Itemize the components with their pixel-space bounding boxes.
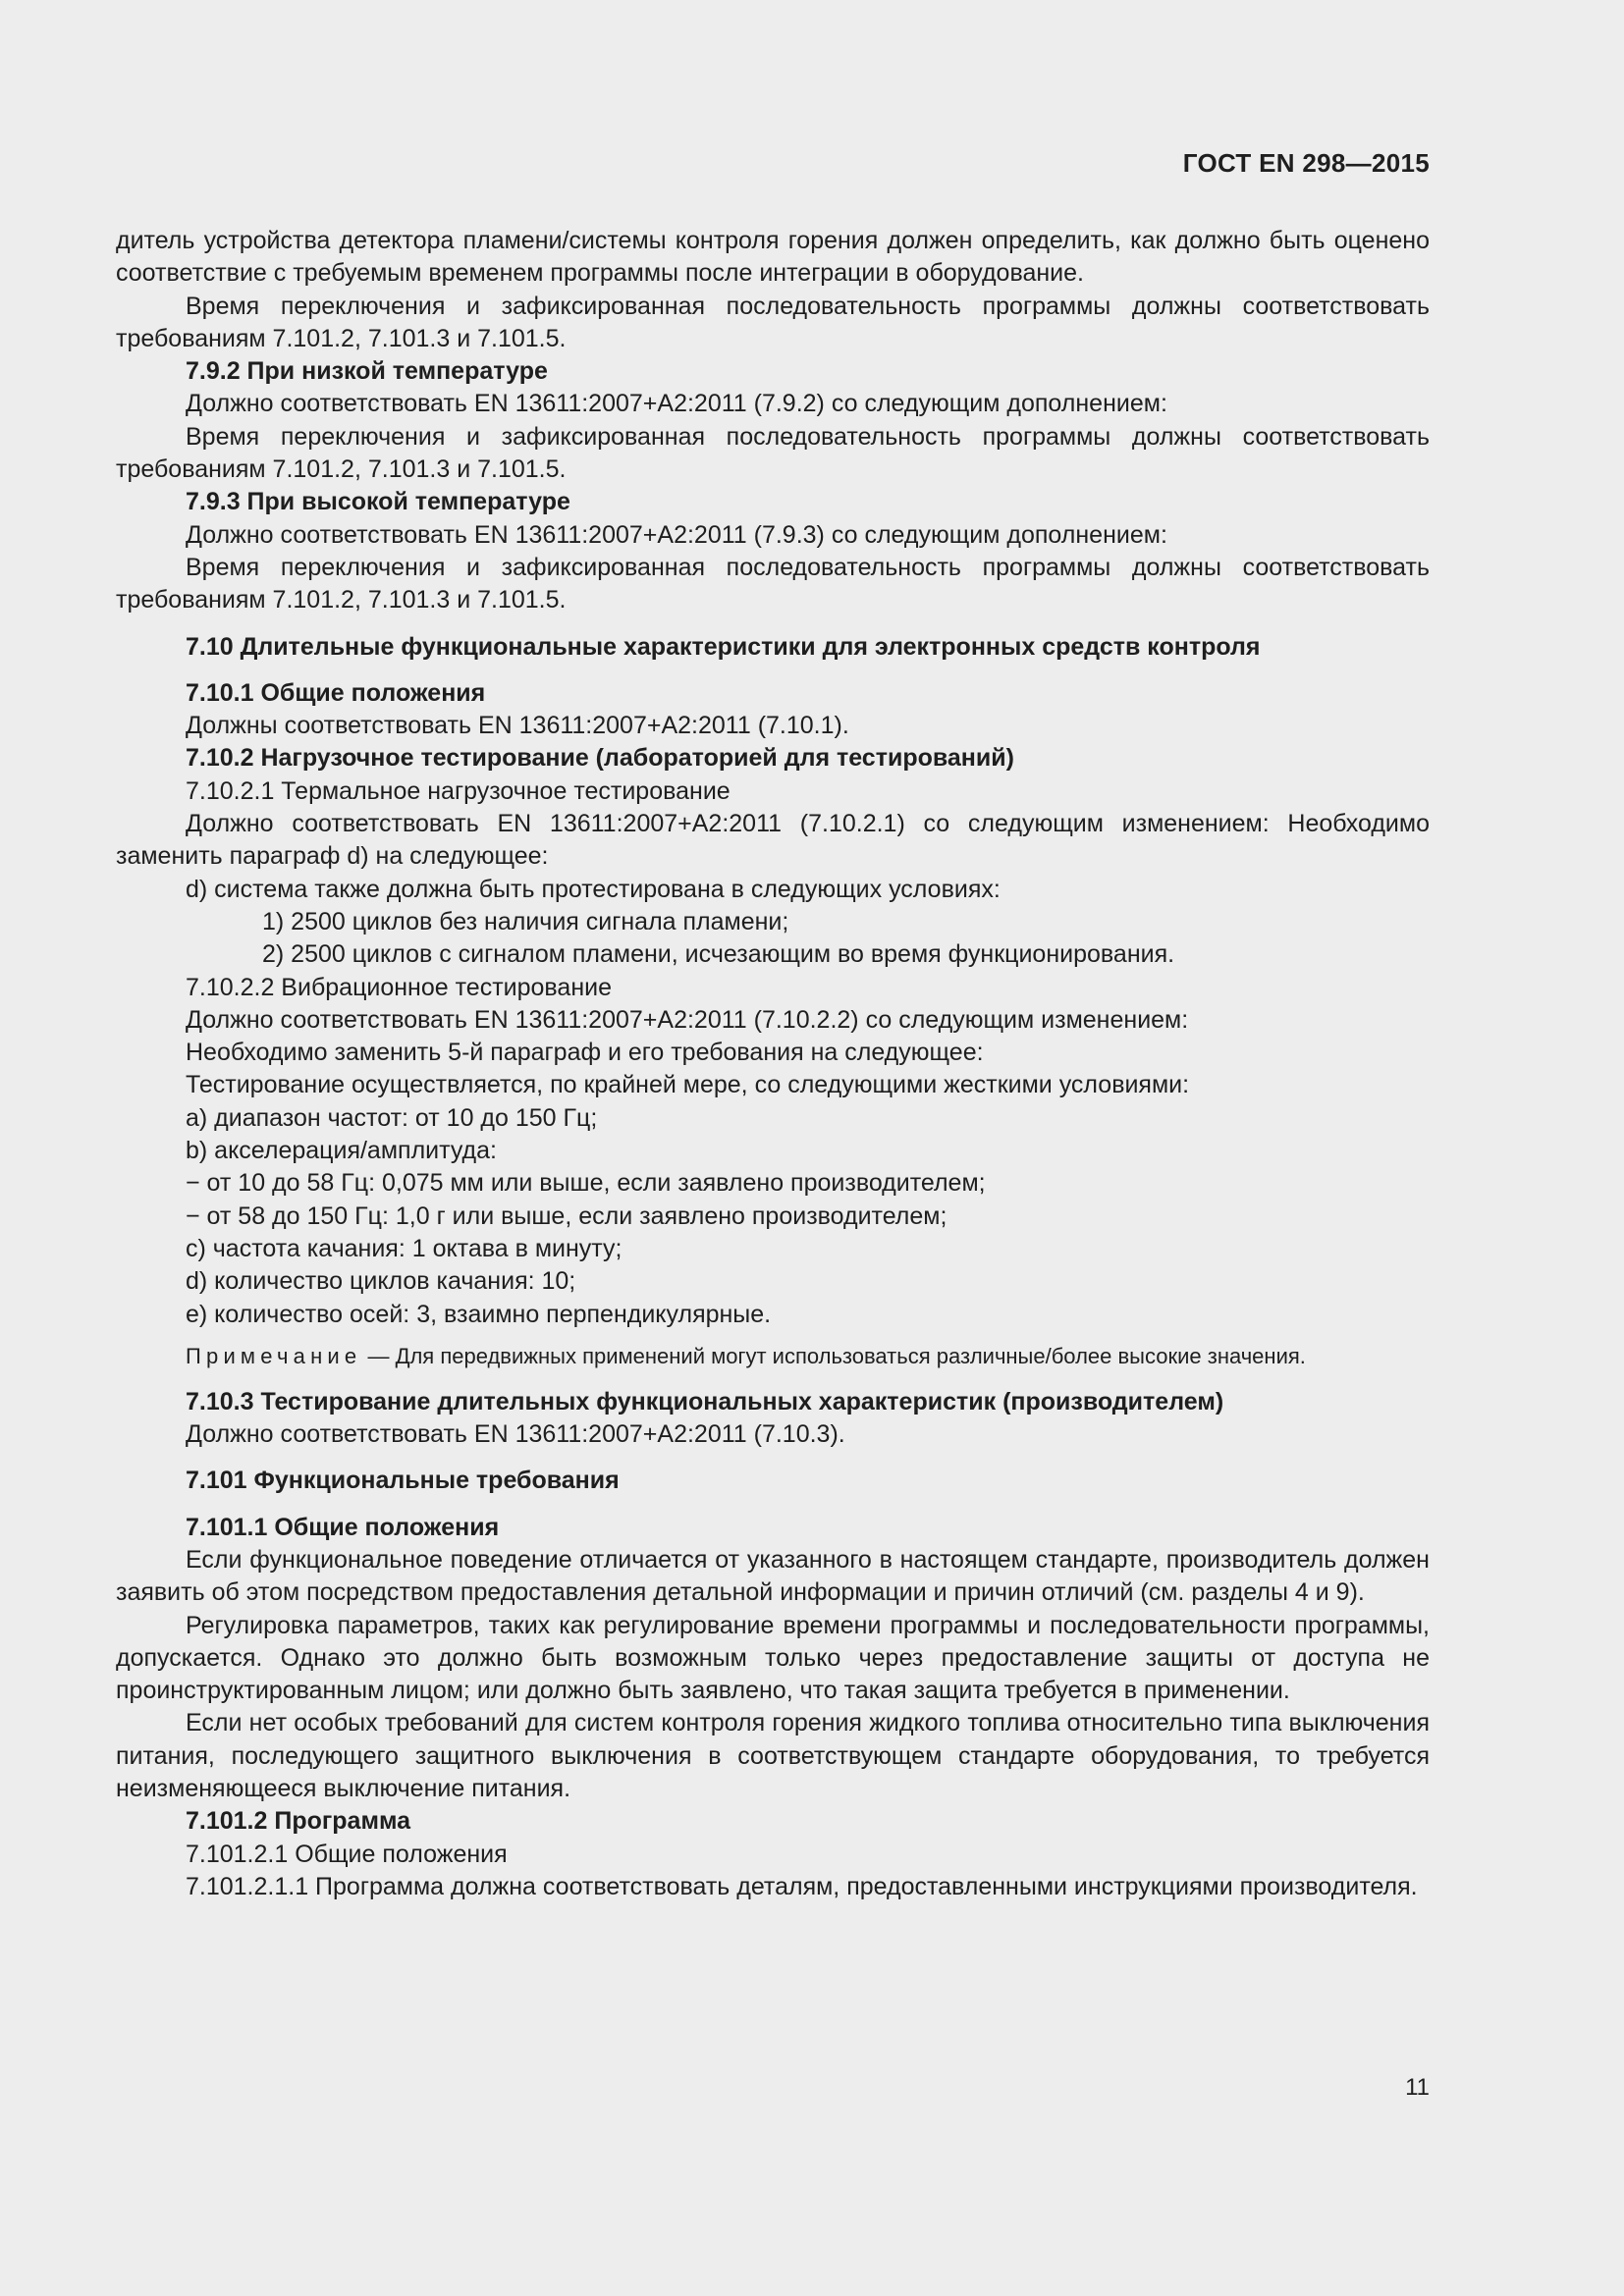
section-heading-7-101-1: 7.101.1 Общие положения: [186, 1513, 500, 1541]
paragraph: 7.101.2.1.1 Программа должна соответствовать деталям, предоставленными инструкциями производителя.: [186, 1872, 1418, 1900]
paragraph: Время переключения и зафиксированная последовательность программы должны соответствовать требованиям 7.101.2, 7.101.3 и 7.101.5.: [116, 553, 1430, 614]
section-heading-7-10-3: 7.10.3 Тестирование длительных функциональных характеристик (производителем): [186, 1387, 1224, 1415]
paragraph: Должно соответствовать EN 13611:2007+A2:2011 (7.9.3) со следующим дополнением:: [186, 520, 1167, 549]
section-heading-7-9-3: 7.9.3 При высокой температуре: [186, 488, 570, 516]
paragraph: дитель устройства детектора пламени/системы контроля горения должен определить, как должно быть оценено соответствие с требуемым временем программы после интеграции в оборудование.: [116, 227, 1430, 288]
subsection-title: 7.10.2.2 Вибрационное тестирование: [186, 973, 612, 1001]
note-text: — Для передвижных применений могут использоваться различные/более высокие значения.: [361, 1343, 1306, 1368]
list-item: 1) 2500 циклов без наличия сигнала пламени;: [262, 907, 789, 935]
list-item: − от 58 до 150 Гц: 1,0 г или выше, если заявлено производителем;: [186, 1201, 947, 1230]
paragraph: Время переключения и зафиксированная последовательность программы должны соответствовать требованиям 7.101.2, 7.101.3 и 7.101.5.: [116, 292, 1430, 352]
document-page: [116, 0, 1430, 2296]
paragraph: Должно соответствовать EN 13611:2007+A2:2011 (7.9.2) со следующим дополнением:: [186, 390, 1167, 418]
paragraph: Должно соответствовать EN 13611:2007+A2:2011 (7.10.2.2) со следующим изменением:: [186, 1005, 1189, 1034]
list-item: 2) 2500 циклов с сигналом пламени, исчезающим во время функционирования.: [262, 940, 1175, 969]
document-body: [116, 225, 1430, 1903]
paragraph: Должно соответствовать EN 13611:2007+A2:2011 (7.10.3).: [186, 1420, 845, 1449]
section-heading-7-10: 7.10 Длительные функциональные характеристики для электронных средств контроля: [186, 632, 1261, 661]
section-heading-7-101-2: 7.101.2 Программа: [186, 1807, 411, 1836]
paragraph: Тестирование осуществляется, по крайней мере, со следующими жесткими условиями:: [186, 1071, 1190, 1099]
list-item: b) акселерация/амплитуда:: [186, 1137, 497, 1165]
paragraph: Регулировка параметров, таких как регулирование времени программы и последовательности программы, допускается. Однако это должно быть возможным только через предоставление защиты от доступа не проинструктированным лицом; или должно быть заявлено, что такая защита требуется в применении.: [116, 1611, 1430, 1705]
subsection-title: 7.10.2.1 Термальное нагрузочное тестирование: [186, 776, 731, 805]
paragraph: Если функциональное поведение отличается от указанного в настоящем стандарте, производитель должен заявить об этом посредством предоставления детальной информации и причин отличий (см. разделы 4 и 9).: [116, 1545, 1430, 1607]
section-heading-7-9-2: 7.9.2 При низкой температуре: [186, 357, 548, 386]
document-header: ГОСТ EN 298—2015: [1182, 148, 1430, 178]
section-heading-7-10-1: 7.10.1 Общие положения: [186, 678, 486, 707]
list-item: d) система также должна быть протестирована в следующих условиях:: [186, 875, 1001, 903]
subsection-title: 7.101.2.1 Общие положения: [186, 1840, 508, 1868]
note: [116, 1341, 1430, 1372]
paragraph: Должны соответствовать EN 13611:2007+A2:2011 (7.10.1).: [186, 712, 849, 740]
list-item: d) количество циклов качания: 10;: [186, 1267, 576, 1296]
list-item: c) частота качания: 1 октава в минуту;: [186, 1234, 623, 1262]
note-label: Примечание: [186, 1343, 362, 1368]
list-item: a) диапазон частот: от 10 до 150 Гц;: [186, 1103, 598, 1132]
section-heading-7-10-2: 7.10.2 Нагрузочное тестирование (лабораторией для тестирований): [186, 744, 1014, 773]
paragraph: Должно соответствовать EN 13611:2007+A2:2011 (7.10.2.1) со следующим изменением: Необходимо заменить параграф d) на следующее:: [116, 810, 1430, 871]
list-item: − от 10 до 58 Гц: 0,075 мм или выше, если заявлено производителем;: [186, 1169, 986, 1198]
page-number: 11: [1405, 2074, 1430, 2101]
paragraph: Время переключения и зафиксированная последовательность программы должны соответствовать требованиям 7.101.2, 7.101.3 и 7.101.5.: [116, 422, 1430, 484]
section-heading-7-101: 7.101 Функциональные требования: [186, 1467, 620, 1495]
list-item: e) количество осей: 3, взаимно перпендикулярные.: [186, 1300, 772, 1328]
paragraph: Если нет особых требований для систем контроля горения жидкого топлива относительно типа выключения питания, последующего защитного выключения в соответствующем стандарте оборудования, то требуется неизменяющееся выключение питания.: [116, 1709, 1430, 1803]
paragraph: Необходимо заменить 5-й параграф и его требования на следующее:: [186, 1039, 984, 1067]
